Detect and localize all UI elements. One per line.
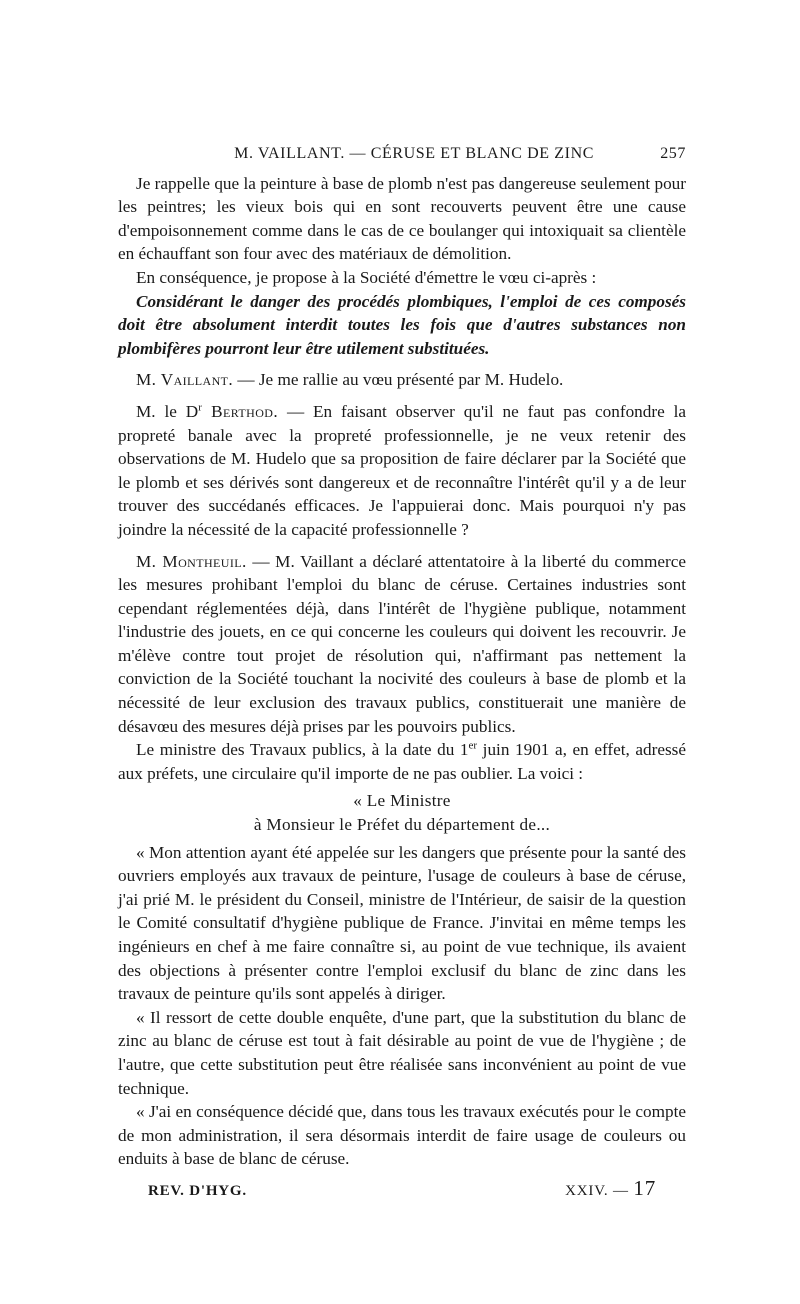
paragraph-ministre bbox=[118, 738, 686, 785]
speech-text: — Je me rallie au vœu présenté par M. Hudelo. bbox=[233, 370, 564, 390]
letter-paragraph-2: « Il ressort de cette double enquête, d'une part, que la substitution du blanc de zinc au blanc de céruse est tout à fait désirable au point de vue de l'hygiène ; de l'autre, que cette substitution peut être réalisée sans inconvénient au point de vue technique. bbox=[118, 1007, 686, 1098]
superscript: r bbox=[198, 401, 202, 414]
paragraph-1: Je rappelle que la peinture à base de plomb n'est pas dangereuse seulement pour les peintres; les vieux bois qui en sont recouverts peuvent être une cause d'empoisonnement comme dans le cas de ce boulanger qui intoxiquait sa clientèle en échauffant son four avec des matériaux de démolition. bbox=[118, 173, 686, 264]
page-number: 257 bbox=[660, 145, 686, 162]
letter-heading-prefect: à Monsieur le Préfet du département de... bbox=[253, 815, 551, 835]
speaker-name: Berthod. bbox=[201, 401, 279, 421]
speech-text: — En faisant observer qu'il ne faut pas confondre la propreté banale avec la propreté professionnelle, je ne veux retenir des observations de M. Hudelo que sa proposition de faire déclarer par la Société que le plomb et ses dérivés sont dangereux et de reconnaître l'intérêt qu'il y a de leur trouver des succédanés efficaces. Je l'appuierai donc. Mais pourquoi n'y pas joindre la nécessité de la capacité professionnelle ? bbox=[118, 401, 686, 539]
running-header bbox=[118, 142, 686, 166]
running-title: M. VAILLANT. — CÉRUSE ET BLANC DE ZINC bbox=[234, 145, 595, 162]
text-part: juin 1901 a, en effet, adressé aux préfets, une circulaire qu'il importe de ne pas oublier. La voici : bbox=[118, 740, 686, 783]
signature-mark: REV. D'HYG. bbox=[148, 1182, 247, 1199]
speech-text: — M. Vaillant a déclaré attentatoire à la liberté du commerce les mesures prohibant l'emploi du blanc de céruse. Certaines industries sont cependant réglementées déjà, dans l'intérêt de l'hygiène publique, notamment l'industrie des jouets, en ce qui concerne les couleurs qui doivent les recouvrir. Je m'élève contre tout projet de résolution qui, n'affirmant pas nettement la conviction de la Société touchant la nocivité des couleurs à base de plomb et la nécessité de leur exclusion des travaux publics, constituerait une manière de désavœu des mesures déjà prises par les pouvoirs publics. bbox=[118, 551, 686, 736]
speaker-name: M. Vaillant. bbox=[136, 370, 234, 390]
sheet-number: 17 bbox=[633, 1175, 656, 1200]
superscript: er bbox=[468, 739, 478, 752]
speaker-prefix: M. le D bbox=[136, 401, 199, 421]
speaker-name: M. Montheuil. bbox=[136, 551, 247, 571]
paragraph-vaillant bbox=[118, 368, 686, 392]
page-footer bbox=[118, 1177, 686, 1204]
text-part: Le ministre des Travaux publics, à la date du 1 bbox=[136, 740, 469, 760]
document-page bbox=[118, 142, 686, 1204]
volume-number: XXIV. — bbox=[565, 1182, 629, 1199]
letter-paragraph-3: « J'ai en conséquence décidé que, dans tous les travaux exécutés pour le compte de mon administration, il sera désormais interdit de faire usage de couleurs ou enduits à base de blanc de céruse. bbox=[118, 1102, 686, 1169]
paragraph-montheuil bbox=[118, 550, 686, 739]
letter-paragraph-1: « Mon attention ayant été appelée sur les dangers que présente pour la santé des ouvriers employés aux travaux de peinture, l'usage de couleurs à base de céruse, j'ai prié M. le président du Conseil, ministre de l'Intérieur, de saisir de la question le Comité consultatif d'hygiène publique de France. J'invitai en même temps les ingénieurs en chef à me faire connaître si, au point de vue technique, ils avaient des objections à présenter contre l'emploi exclusif du blanc de zinc dans les travaux de peinture qu'ils sont appelés à diriger. bbox=[118, 842, 686, 1004]
paragraph-2: En conséquence, je propose à la Société d'émettre le vœu ci-après : bbox=[136, 267, 597, 287]
resolution-text: Considérant le danger des procédés plombiques, l'emploi de ces composés doit être absolument interdit toutes les fois que d'autres substances non plombifères pourront leur être utilement substituées. bbox=[118, 291, 686, 358]
volume-mark bbox=[565, 1177, 656, 1204]
letter-heading-minister: « Le Ministre bbox=[353, 791, 451, 811]
paragraph-berthod bbox=[118, 400, 686, 542]
